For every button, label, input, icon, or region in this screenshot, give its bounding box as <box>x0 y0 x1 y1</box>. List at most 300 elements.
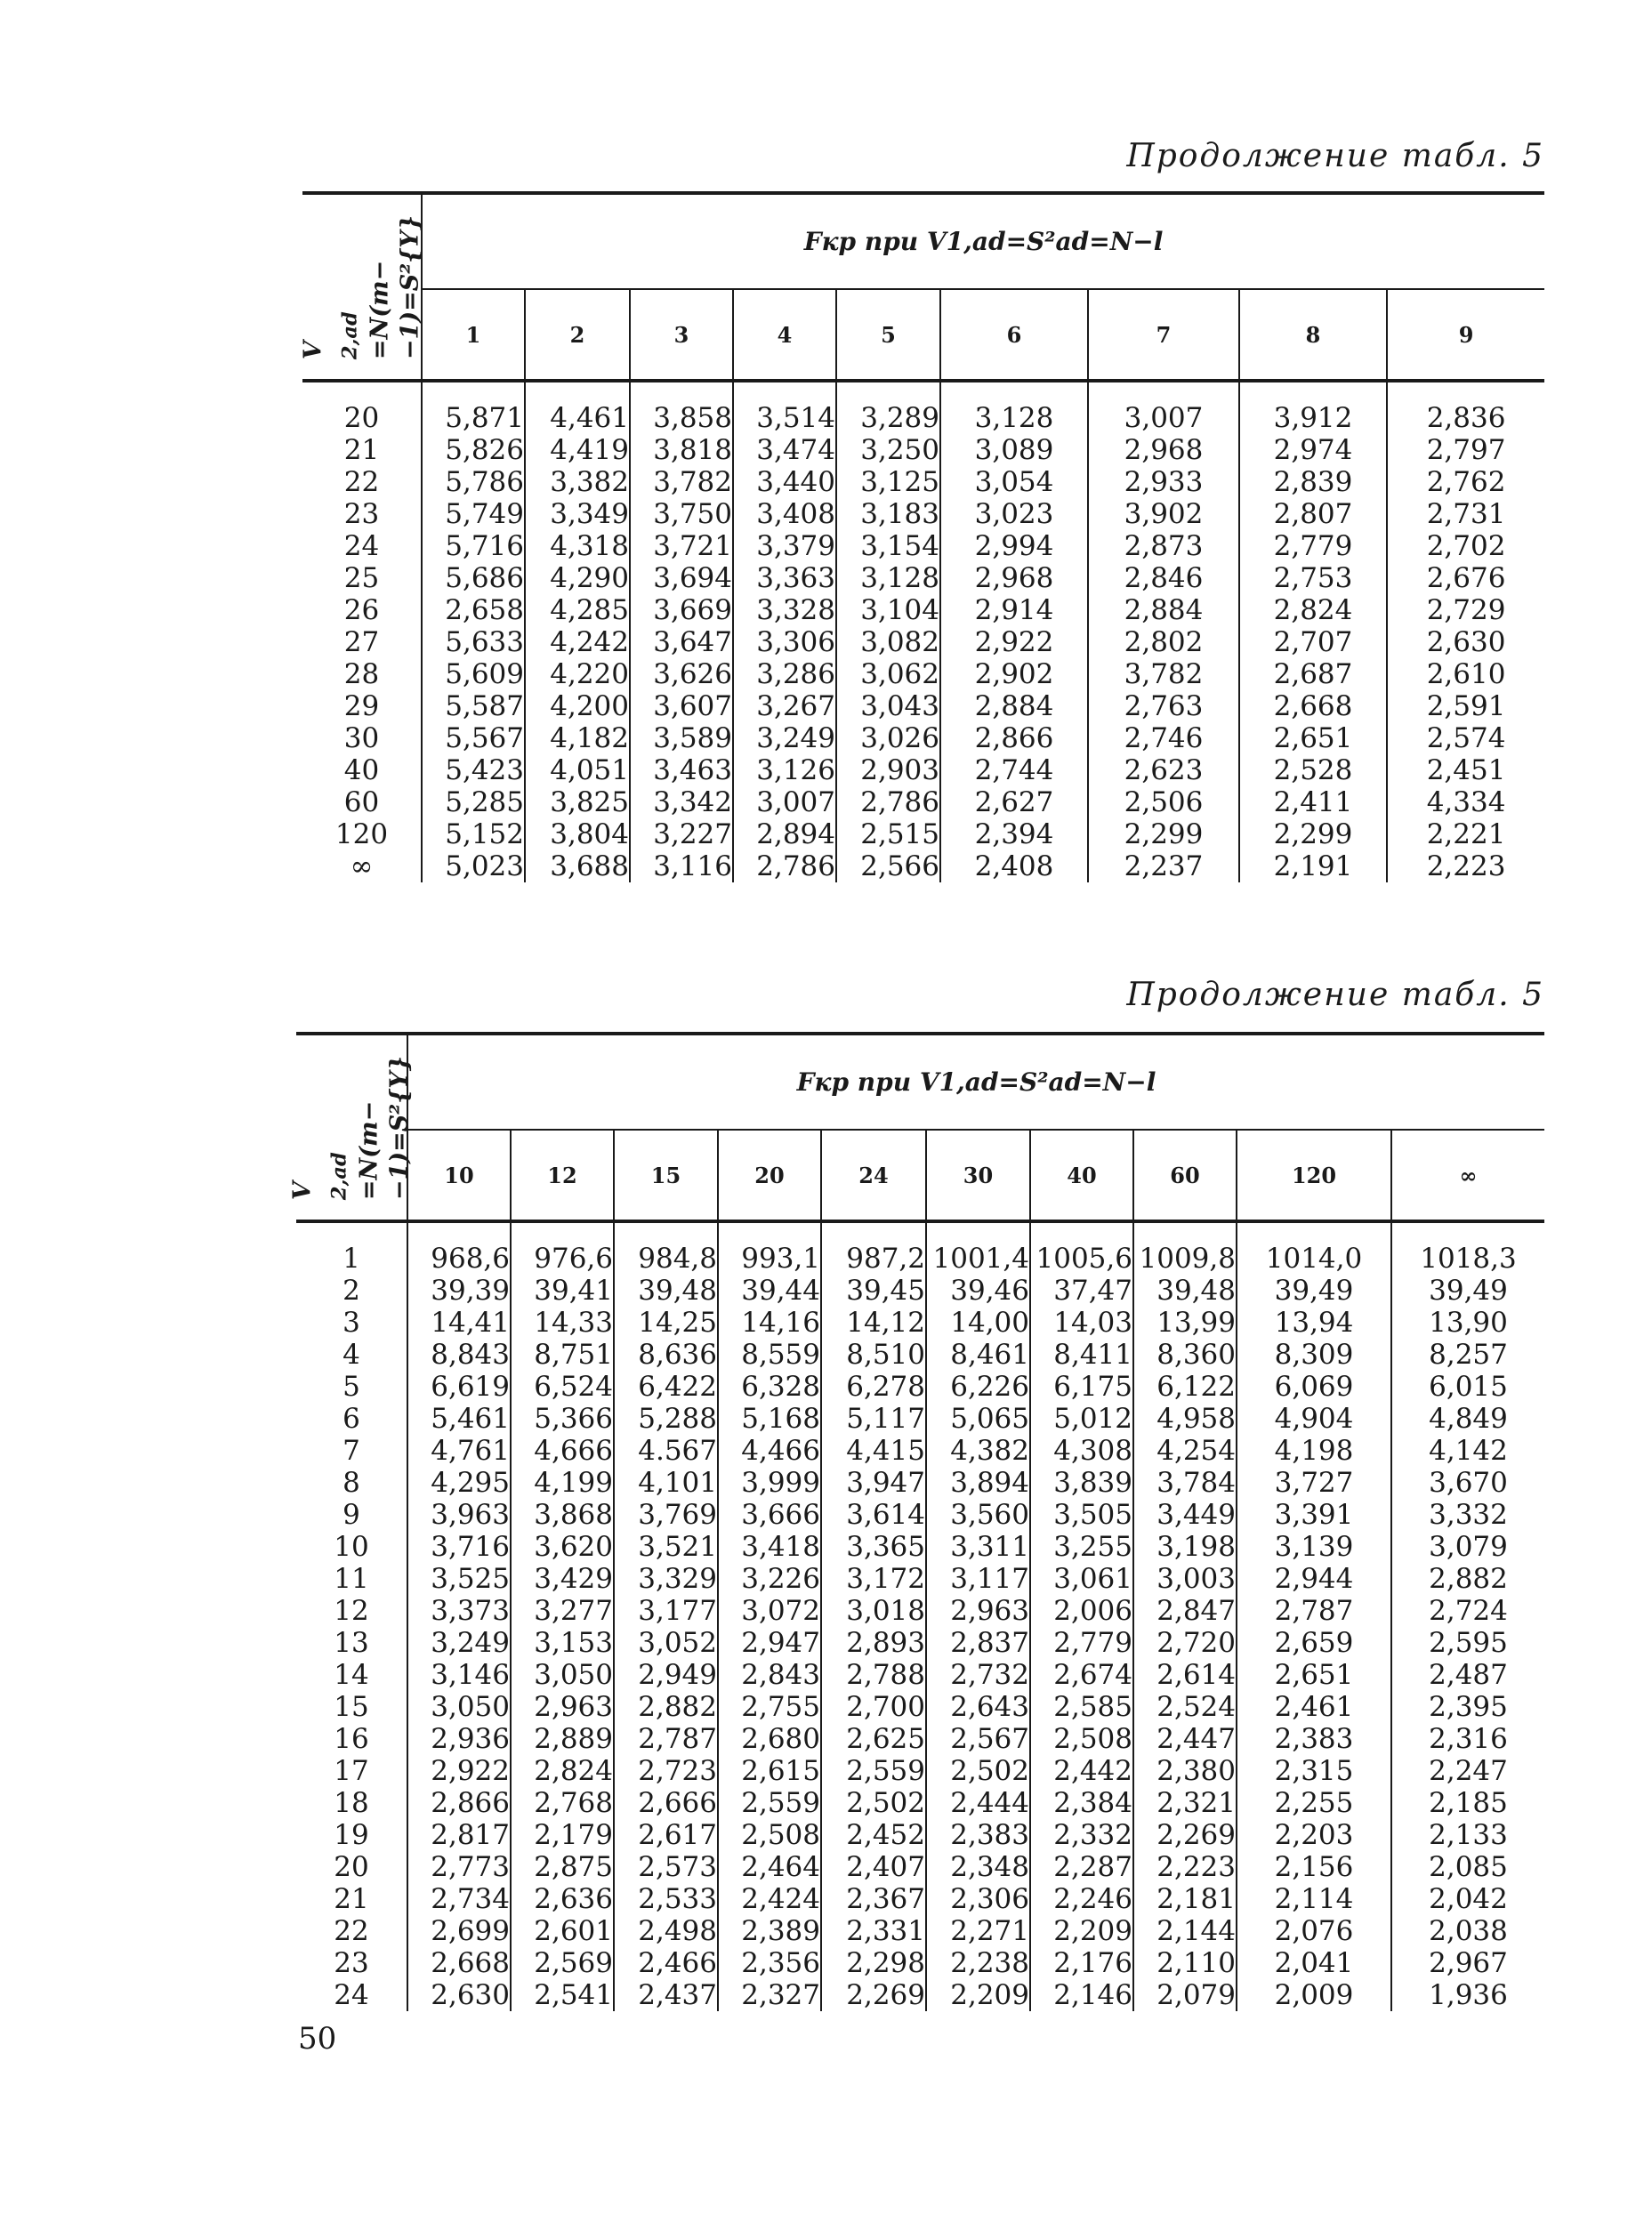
table-cell: 3,688 <box>550 850 629 882</box>
table-cell: 6,328 <box>741 1371 820 1403</box>
row-header-line2: −1)=S²{Y} <box>396 214 424 359</box>
table-cell: 2,729 <box>1426 594 1506 626</box>
table-cell: 2,515 <box>860 818 939 850</box>
table-cell: 5,366 <box>534 1403 613 1435</box>
table-cell: 3,818 <box>653 434 732 466</box>
table-cell: 3,666 <box>741 1499 820 1531</box>
table-cell: 2,643 <box>950 1691 1029 1723</box>
table-cell: 39,49 <box>1274 1275 1354 1307</box>
table-cell: 2,839 <box>1273 466 1353 498</box>
table-cell: 2,006 <box>1053 1595 1132 1627</box>
table-cell: 2,541 <box>534 1979 613 2011</box>
table-cell: 2,875 <box>534 1851 613 1883</box>
table-cell: 4,198 <box>1274 1435 1354 1467</box>
table-cell: 3,079 <box>1429 1531 1508 1563</box>
table-cell: 2,191 <box>1273 850 1353 882</box>
table-caption: Продолжение табл. 5 <box>1126 138 1544 174</box>
table-cell: 3,963 <box>431 1499 510 1531</box>
table-cell: 39,45 <box>846 1275 925 1307</box>
row-label: 11 <box>334 1563 369 1595</box>
table-cell: 2,041 <box>1274 1947 1354 1979</box>
table-cell: 8,309 <box>1274 1339 1354 1371</box>
table-cell: 2,424 <box>741 1883 820 1915</box>
table-cell: 13,90 <box>1429 1307 1508 1339</box>
table-cell: 2,042 <box>1429 1883 1508 1915</box>
table-cell: 2,994 <box>974 530 1054 562</box>
table-cell: 3,328 <box>756 594 835 626</box>
table-cell: 2,802 <box>1124 626 1204 658</box>
table-cell: 5,152 <box>445 818 524 850</box>
table-cell: 2,817 <box>431 1819 510 1851</box>
table-cell: 4,220 <box>550 658 629 690</box>
table-cell: 2,707 <box>1273 626 1353 658</box>
row-header-v: V <box>298 340 326 359</box>
table-cell: 2,753 <box>1273 562 1353 594</box>
table-cell: 2,836 <box>1426 402 1506 434</box>
table-cell: 2,221 <box>1426 818 1506 850</box>
table-cell: 4,461 <box>550 402 629 434</box>
table-cell: 3,858 <box>653 402 732 434</box>
table-cell: 2,299 <box>1124 818 1204 850</box>
table-cell: 3,868 <box>534 1499 613 1531</box>
value-column <box>733 402 836 882</box>
table-cell: 2,731 <box>1426 498 1506 530</box>
table-cell: 3,267 <box>756 690 835 722</box>
table-cell: 2,968 <box>1124 434 1204 466</box>
table-cell: 2,773 <box>431 1851 510 1883</box>
table-cell: 3,379 <box>756 530 835 562</box>
table-cell: 13,99 <box>1156 1307 1236 1339</box>
row-header-line1: =N(m− <box>366 260 394 359</box>
table-cell: 2,668 <box>431 1947 510 1979</box>
table-cell: 2,797 <box>1426 434 1506 466</box>
row-label: 40 <box>343 754 380 786</box>
table-cell: 3,716 <box>431 1531 510 1563</box>
table-cell: 3,061 <box>1053 1563 1132 1595</box>
table-cell: 3,082 <box>860 626 939 658</box>
table-cell: 3,782 <box>653 466 732 498</box>
table-cell: 2,255 <box>1274 1787 1354 1819</box>
row-label: 28 <box>343 658 380 690</box>
value-column <box>1239 402 1387 882</box>
table-cell: 4,101 <box>638 1467 717 1499</box>
table-cell: 4,958 <box>1156 1403 1236 1435</box>
table-cell: 2,447 <box>1156 1723 1236 1755</box>
column-header: 4 <box>733 289 836 381</box>
table-cell: 39,48 <box>1156 1275 1236 1307</box>
row-label: 22 <box>343 466 380 498</box>
row-label: 6 <box>342 1403 360 1435</box>
table-cell: 3,769 <box>638 1499 717 1531</box>
table-cell: 987,2 <box>846 1243 925 1275</box>
table-cell: 2,506 <box>1124 786 1204 818</box>
value-column <box>630 402 733 882</box>
column-header: 1 <box>422 289 525 381</box>
table-cell: 3,342 <box>653 786 732 818</box>
table-cell: 2,395 <box>1429 1691 1508 1723</box>
table-cell: 2,437 <box>638 1979 717 2011</box>
table-cell: 5,461 <box>431 1403 510 1435</box>
table-cell: 3,306 <box>756 626 835 658</box>
table-cell: 6,069 <box>1274 1371 1354 1403</box>
row-label: 12 <box>334 1595 369 1627</box>
table-cell: 3,474 <box>756 434 835 466</box>
row-header-line2: −1)=S²{Y} <box>385 1055 414 1200</box>
table-cell: 3,023 <box>974 498 1054 530</box>
table-cell: 2,383 <box>950 1819 1029 1851</box>
table-cell: 2,755 <box>741 1691 820 1723</box>
table-cell: 4,761 <box>431 1435 510 1467</box>
row-header <box>288 1034 414 1221</box>
table-cell: 3,043 <box>860 690 939 722</box>
table-cell: 2,394 <box>974 818 1054 850</box>
table-cell: 2,209 <box>950 1979 1029 2011</box>
column-group-header: Fкр при V1,ad=S²ad=N−l <box>422 193 1544 289</box>
row-header-sub: 2,ad <box>327 1151 351 1200</box>
table-cell: 2,824 <box>534 1755 613 1787</box>
table-cell: 5,423 <box>445 754 524 786</box>
row-label: 9 <box>342 1499 360 1531</box>
row-label: 2 <box>342 1275 360 1307</box>
row-label: 5 <box>342 1371 360 1403</box>
table-cell: 3,249 <box>431 1627 510 1659</box>
table-cell: 2,442 <box>1053 1755 1132 1787</box>
row-label: 23 <box>343 498 380 530</box>
table-cell: 2,464 <box>741 1851 820 1883</box>
table-cell: 3,607 <box>653 690 732 722</box>
table-cell: 1014,0 <box>1265 1243 1363 1275</box>
table-cell: 2,807 <box>1273 498 1353 530</box>
table-cell: 3,126 <box>756 754 835 786</box>
row-label: ∞ <box>350 850 374 882</box>
table-cell: 5,285 <box>445 786 524 818</box>
value-column <box>1088 402 1239 882</box>
table-cell: 3,172 <box>846 1563 925 1595</box>
table-cell: 2,085 <box>1429 1851 1508 1883</box>
table-cell: 2,630 <box>1426 626 1506 658</box>
table-cell: 39,46 <box>950 1275 1029 1307</box>
table-cell: 4,295 <box>431 1467 510 1499</box>
row-label: 19 <box>334 1819 369 1851</box>
table-cell: 4,142 <box>1429 1435 1508 1467</box>
table-cell: 2,779 <box>1053 1627 1132 1659</box>
table-cell: 3,125 <box>860 466 939 498</box>
table-cell: 2,922 <box>974 626 1054 658</box>
row-label: 30 <box>343 722 380 754</box>
table-cell: 2,038 <box>1429 1915 1508 1947</box>
table-cell: 2,569 <box>534 1947 613 1979</box>
table-cell: 4,051 <box>550 754 629 786</box>
column-header: 20 <box>718 1130 821 1221</box>
table-cell: 2,866 <box>974 722 1054 754</box>
table-cell: 3,804 <box>550 818 629 850</box>
table-cell: 5,609 <box>445 658 524 690</box>
table-cell: 2,451 <box>1426 754 1506 786</box>
column-header: 12 <box>511 1130 614 1221</box>
table-cell: 2,614 <box>1156 1659 1236 1691</box>
table-cell: 5,065 <box>950 1403 1029 1435</box>
table-cell: 5,567 <box>445 722 524 754</box>
table-cell: 2,893 <box>846 1627 925 1659</box>
value-column <box>940 402 1088 882</box>
table-cell: 2,734 <box>431 1883 510 1915</box>
table-cell: 3,626 <box>653 658 732 690</box>
table-cell: 2,271 <box>950 1915 1029 1947</box>
table-cell: 2,466 <box>638 1947 717 1979</box>
table-cell: 2,786 <box>756 850 835 882</box>
table-cell: 2,367 <box>846 1883 925 1915</box>
table-cell: 2,610 <box>1426 658 1506 690</box>
table-cell: 3,226 <box>741 1563 820 1595</box>
f-critical-table-part-2 <box>288 1032 1544 2011</box>
table-cell: 2,680 <box>741 1723 820 1755</box>
table-cell: 2,411 <box>1273 786 1353 818</box>
table-cell: 984,8 <box>638 1243 717 1275</box>
table-cell: 2,788 <box>846 1659 925 1691</box>
table-cell: 2,110 <box>1156 1947 1236 1979</box>
table-cell: 2,331 <box>846 1915 925 1947</box>
table-cell: 14,00 <box>950 1307 1029 1339</box>
table-cell: 2,903 <box>860 754 939 786</box>
table-cell: 2,389 <box>741 1915 820 1947</box>
table-cell: 3,104 <box>860 594 939 626</box>
table-cell: 3,153 <box>534 1627 613 1659</box>
table-cell: 2,559 <box>741 1787 820 1819</box>
table-cell: 2,723 <box>638 1755 717 1787</box>
table-cell: 3,525 <box>431 1563 510 1595</box>
table-cell: 39,39 <box>431 1275 510 1307</box>
table-cell: 2,315 <box>1274 1755 1354 1787</box>
table-cell: 4,904 <box>1274 1403 1354 1435</box>
table-cell: 2,079 <box>1156 1979 1236 2011</box>
table-cell: 8,751 <box>534 1339 613 1371</box>
table-cell: 2,763 <box>1124 690 1204 722</box>
table-cell: 2,762 <box>1426 466 1506 498</box>
table-cell: 2,179 <box>534 1819 613 1851</box>
column-header: 6 <box>940 289 1088 381</box>
value-column <box>407 1243 511 2011</box>
table-cell: 993,1 <box>741 1243 820 1275</box>
table-cell: 2,573 <box>638 1851 717 1883</box>
table-cell: 2,269 <box>846 1979 925 2011</box>
table-cell: 4,382 <box>950 1435 1029 1467</box>
table-cell: 2,676 <box>1426 562 1506 594</box>
table-cell: 6,524 <box>534 1371 613 1403</box>
table-cell: 3,026 <box>860 722 939 754</box>
table-cell: 5,633 <box>445 626 524 658</box>
table-cell: 2,574 <box>1426 722 1506 754</box>
table-cell: 2,702 <box>1426 530 1506 562</box>
table-cell: 2,247 <box>1429 1755 1508 1787</box>
value-column <box>1133 1243 1237 2011</box>
row-label: 18 <box>334 1787 369 1819</box>
table-cell: 2,566 <box>860 850 939 882</box>
table-cell: 2,843 <box>741 1659 820 1691</box>
table-cell: 3,784 <box>1156 1467 1236 1499</box>
table-cell: 3,440 <box>756 466 835 498</box>
row-label: 20 <box>334 1851 369 1883</box>
table-cell: 5,117 <box>846 1403 925 1435</box>
table-cell: 3,128 <box>974 402 1054 434</box>
table-cell: 3,332 <box>1429 1499 1508 1531</box>
row-header-v: V <box>288 1180 317 1200</box>
column-header: ∞ <box>1391 1130 1544 1221</box>
table-cell: 2,882 <box>638 1691 717 1723</box>
table-cell: 2,327 <box>741 1979 820 2011</box>
row-label: 16 <box>334 1723 369 1755</box>
row-labels <box>296 1243 407 2011</box>
table-cell: 2,502 <box>846 1787 925 1819</box>
table-cell: 968,6 <box>431 1243 510 1275</box>
table-cell: 2,947 <box>741 1627 820 1659</box>
table-cell: 2,298 <box>846 1947 925 1979</box>
table-cell: 3,408 <box>756 498 835 530</box>
table-data-block <box>296 1243 1544 2011</box>
table-cell: 3,363 <box>756 562 835 594</box>
table-cell: 2,847 <box>1156 1595 1236 1627</box>
column-group-header: Fкр при V1,ad=S²ad=N−l <box>407 1034 1544 1130</box>
table-cell: 2,306 <box>950 1883 1029 1915</box>
table-cell: 2,787 <box>1274 1595 1354 1627</box>
table-cell: 4,849 <box>1429 1403 1508 1435</box>
table-cell: 3,721 <box>653 530 732 562</box>
table-cell: 2,787 <box>638 1723 717 1755</box>
table-cell: 5,587 <box>445 690 524 722</box>
table-cell: 3,198 <box>1156 1531 1236 1563</box>
table-cell: 3,277 <box>534 1595 613 1627</box>
table-cell: 3,514 <box>756 402 835 434</box>
table-cell: 2,902 <box>974 658 1054 690</box>
table-cell: 3,018 <box>846 1595 925 1627</box>
table-cell: 3,782 <box>1124 658 1204 690</box>
table-cell: 3,249 <box>756 722 835 754</box>
table-cell: 2,699 <box>431 1915 510 1947</box>
table-cell: 2,786 <box>860 786 939 818</box>
table-cell: 2,133 <box>1429 1819 1508 1851</box>
table-data-block <box>302 402 1544 882</box>
row-label: 14 <box>334 1659 369 1691</box>
table-cell: 3,670 <box>1429 1467 1508 1499</box>
table-cell: 3,154 <box>860 530 939 562</box>
column-header: 60 <box>1133 1130 1237 1221</box>
table-cell: 5,749 <box>445 498 524 530</box>
table-cell: 4,199 <box>534 1467 613 1499</box>
value-column <box>511 1243 614 2011</box>
table-cell: 2,630 <box>431 1979 510 2011</box>
row-label: 8 <box>342 1467 360 1499</box>
table-cell: 2,884 <box>974 690 1054 722</box>
table-cell: 4,290 <box>550 562 629 594</box>
table-cell: 2,933 <box>1124 466 1204 498</box>
table-cell: 3,089 <box>974 434 1054 466</box>
table-cell: 6,015 <box>1429 1371 1508 1403</box>
table-cell: 4,254 <box>1156 1435 1236 1467</box>
table-cell: 3,589 <box>653 722 732 754</box>
table-cell: 2,156 <box>1274 1851 1354 1883</box>
row-header <box>298 193 424 381</box>
table-cell: 39,41 <box>534 1275 613 1307</box>
table-cell: 2,627 <box>974 786 1054 818</box>
row-label: 13 <box>334 1627 369 1659</box>
row-label: 23 <box>334 1947 369 1979</box>
table-cell: 2,651 <box>1273 722 1353 754</box>
table-cell: 3,289 <box>860 402 939 434</box>
value-column <box>718 1243 821 2011</box>
table-cell: 2,559 <box>846 1755 925 1787</box>
column-header: 15 <box>614 1130 718 1221</box>
table-cell: 2,524 <box>1156 1691 1236 1723</box>
table-cell: 3,999 <box>741 1467 820 1499</box>
table-cell: 2,585 <box>1053 1691 1132 1723</box>
table-cell: 2,299 <box>1273 818 1353 850</box>
row-header-line1: =N(m− <box>355 1100 383 1200</box>
table-cell: 14,16 <box>741 1307 820 1339</box>
value-column <box>1391 1243 1544 2011</box>
table-cell: 2,720 <box>1156 1627 1236 1659</box>
table-cell: 2,269 <box>1156 1819 1236 1851</box>
table-cell: 6,122 <box>1156 1371 1236 1403</box>
table-cell: 5,786 <box>445 466 524 498</box>
table-cell: 3,177 <box>638 1595 717 1627</box>
table-cell: 2,407 <box>846 1851 925 1883</box>
column-header: 5 <box>836 289 940 381</box>
table-cell: 2,146 <box>1053 1979 1132 2011</box>
table-cell: 3,912 <box>1273 402 1353 434</box>
table-cell: 2,884 <box>1124 594 1204 626</box>
table-cell: 4,200 <box>550 690 629 722</box>
table-cell: 4.567 <box>638 1435 717 1467</box>
row-label: 10 <box>334 1531 369 1563</box>
table-cell: 3,250 <box>860 434 939 466</box>
column-header: 30 <box>926 1130 1030 1221</box>
table-cell: 2,724 <box>1429 1595 1508 1627</box>
value-column <box>821 1243 926 2011</box>
table-cell: 3,146 <box>431 1659 510 1691</box>
row-label: 26 <box>343 594 380 626</box>
table-cell: 2,508 <box>1053 1723 1132 1755</box>
row-header-sub: 2,ad <box>338 310 362 359</box>
table-cell: 8,411 <box>1053 1339 1132 1371</box>
table-cell: 3,052 <box>638 1627 717 1659</box>
table-cell: 3,050 <box>431 1691 510 1723</box>
row-label: 60 <box>343 786 380 818</box>
table-cell: 2,223 <box>1156 1851 1236 1883</box>
table-cell: 2,601 <box>534 1915 613 1947</box>
table-cell: 2,779 <box>1273 530 1353 562</box>
table-cell: 3,003 <box>1156 1563 1236 1595</box>
table-cell: 2,936 <box>431 1723 510 1755</box>
table-cell: 3,007 <box>1124 402 1204 434</box>
table-cell: 8,843 <box>431 1339 510 1371</box>
table-cell: 4,182 <box>550 722 629 754</box>
table-cell: 3,449 <box>1156 1499 1236 1531</box>
column-header: 8 <box>1239 289 1387 381</box>
table-cell: 2,846 <box>1124 562 1204 594</box>
row-labels <box>302 402 422 882</box>
row-label: 22 <box>334 1915 369 1947</box>
table-cell: 2,348 <box>950 1851 1029 1883</box>
table-cell: 2,287 <box>1053 1851 1132 1883</box>
table-cell: 3,373 <box>431 1595 510 1627</box>
table-cell: 2,674 <box>1053 1659 1132 1691</box>
table-cell: 4,242 <box>550 626 629 658</box>
row-label: 27 <box>343 626 380 658</box>
row-label: 20 <box>343 402 380 434</box>
table-cell: 1005,6 <box>1036 1243 1132 1275</box>
table-cell: 39,44 <box>741 1275 820 1307</box>
table-cell: 3,128 <box>860 562 939 594</box>
value-column <box>1237 1243 1391 2011</box>
